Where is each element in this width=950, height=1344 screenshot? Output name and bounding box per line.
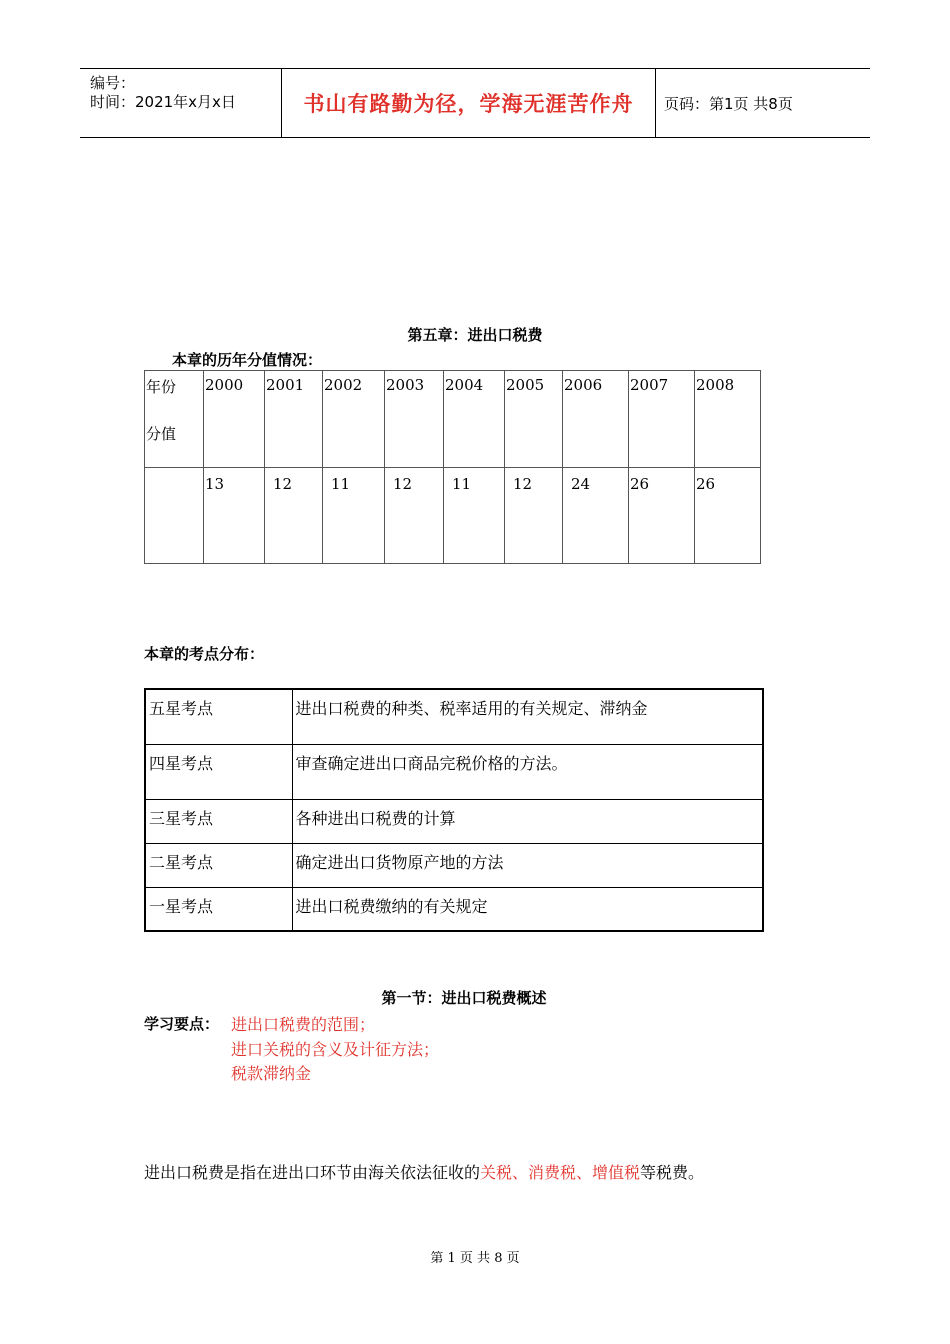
chapter-title: 第五章：进出口税费 xyxy=(407,326,543,344)
study-point: 进口关税的含义及计征方法； xyxy=(231,1040,440,1059)
year-cell: 2003 xyxy=(385,371,444,468)
content-cell: 进出口税费缴纳的有关规定 xyxy=(292,887,763,931)
empty-cell xyxy=(145,468,204,564)
year-cell: 2000 xyxy=(204,371,265,468)
year-cell: 2001 xyxy=(265,371,323,468)
page-footer: 第 1 页 共 8 页 xyxy=(430,1251,520,1266)
level-cell: 一星考点 xyxy=(145,887,292,931)
number-label: 编号： xyxy=(90,74,136,92)
paragraph-text: 进出口税费是指在进出口环节由海关依法征收的 xyxy=(144,1163,481,1182)
score-cell: 11 xyxy=(323,468,385,564)
year-cell: 2007 xyxy=(629,371,695,468)
row-header-top: 年份 xyxy=(146,378,177,396)
score-table xyxy=(144,370,761,564)
study-point: 进出口税费的范围； xyxy=(231,1015,376,1034)
table-row xyxy=(145,799,763,843)
year-cell: 2005 xyxy=(505,371,563,468)
table-row xyxy=(145,887,763,931)
table-row xyxy=(145,371,761,468)
paragraph-text-end: 等税费。 xyxy=(640,1163,705,1182)
year-cell: 2002 xyxy=(323,371,385,468)
score-cell: 12 xyxy=(265,468,323,564)
table-row xyxy=(145,843,763,887)
level-cell: 五星考点 xyxy=(145,689,292,744)
exam-points-label: 本章的考点分布： xyxy=(144,645,265,663)
score-cell: 26 xyxy=(629,468,695,564)
score-cell: 26 xyxy=(695,468,761,564)
score-cell: 12 xyxy=(505,468,563,564)
header-page-cell xyxy=(655,69,870,137)
score-cell: 13 xyxy=(204,468,265,564)
table-row xyxy=(145,468,761,564)
score-cell: 11 xyxy=(444,468,505,564)
year-cell: 2008 xyxy=(695,371,761,468)
motto: 书山有路勤为径，学海无涯苦作舟 xyxy=(303,92,634,116)
content-cell: 进出口税费的种类、税率适用的有关规定、滞纳金 xyxy=(292,689,763,744)
content-cell: 确定进出口货物原产地的方法 xyxy=(292,843,763,887)
section-title: 第一节：进出口税费概述 xyxy=(381,989,547,1007)
history-label: 本章的历年分值情况： xyxy=(172,351,323,369)
score-cell: 24 xyxy=(563,468,629,564)
content-cell: 审查确定进出口商品完税价格的方法。 xyxy=(292,744,763,799)
intro-paragraph xyxy=(144,1160,704,1183)
page-header xyxy=(80,68,870,138)
paragraph-highlight: 关税、消费税、增值税 xyxy=(480,1163,641,1182)
level-cell: 四星考点 xyxy=(145,744,292,799)
row-header-bottom: 分值 xyxy=(146,425,177,443)
header-motto-cell xyxy=(281,69,656,137)
level-cell: 三星考点 xyxy=(145,799,292,843)
score-cell: 12 xyxy=(385,468,444,564)
header-meta xyxy=(80,69,281,137)
year-cell: 2006 xyxy=(563,371,629,468)
content-cell: 各种进出口税费的计算 xyxy=(292,799,763,843)
level-cell: 二星考点 xyxy=(145,843,292,887)
table-row xyxy=(145,744,763,799)
study-label: 学习要点： xyxy=(144,1015,220,1033)
page-info: 页码：第1页 共8页 xyxy=(664,94,793,113)
table-row xyxy=(145,689,763,744)
exam-points-table xyxy=(144,688,764,932)
study-point: 税款滞纳金 xyxy=(231,1064,312,1083)
year-cell: 2004 xyxy=(444,371,505,468)
time-label: 时间：2021年x月x日 xyxy=(90,93,236,111)
row-header-cell xyxy=(145,371,204,468)
